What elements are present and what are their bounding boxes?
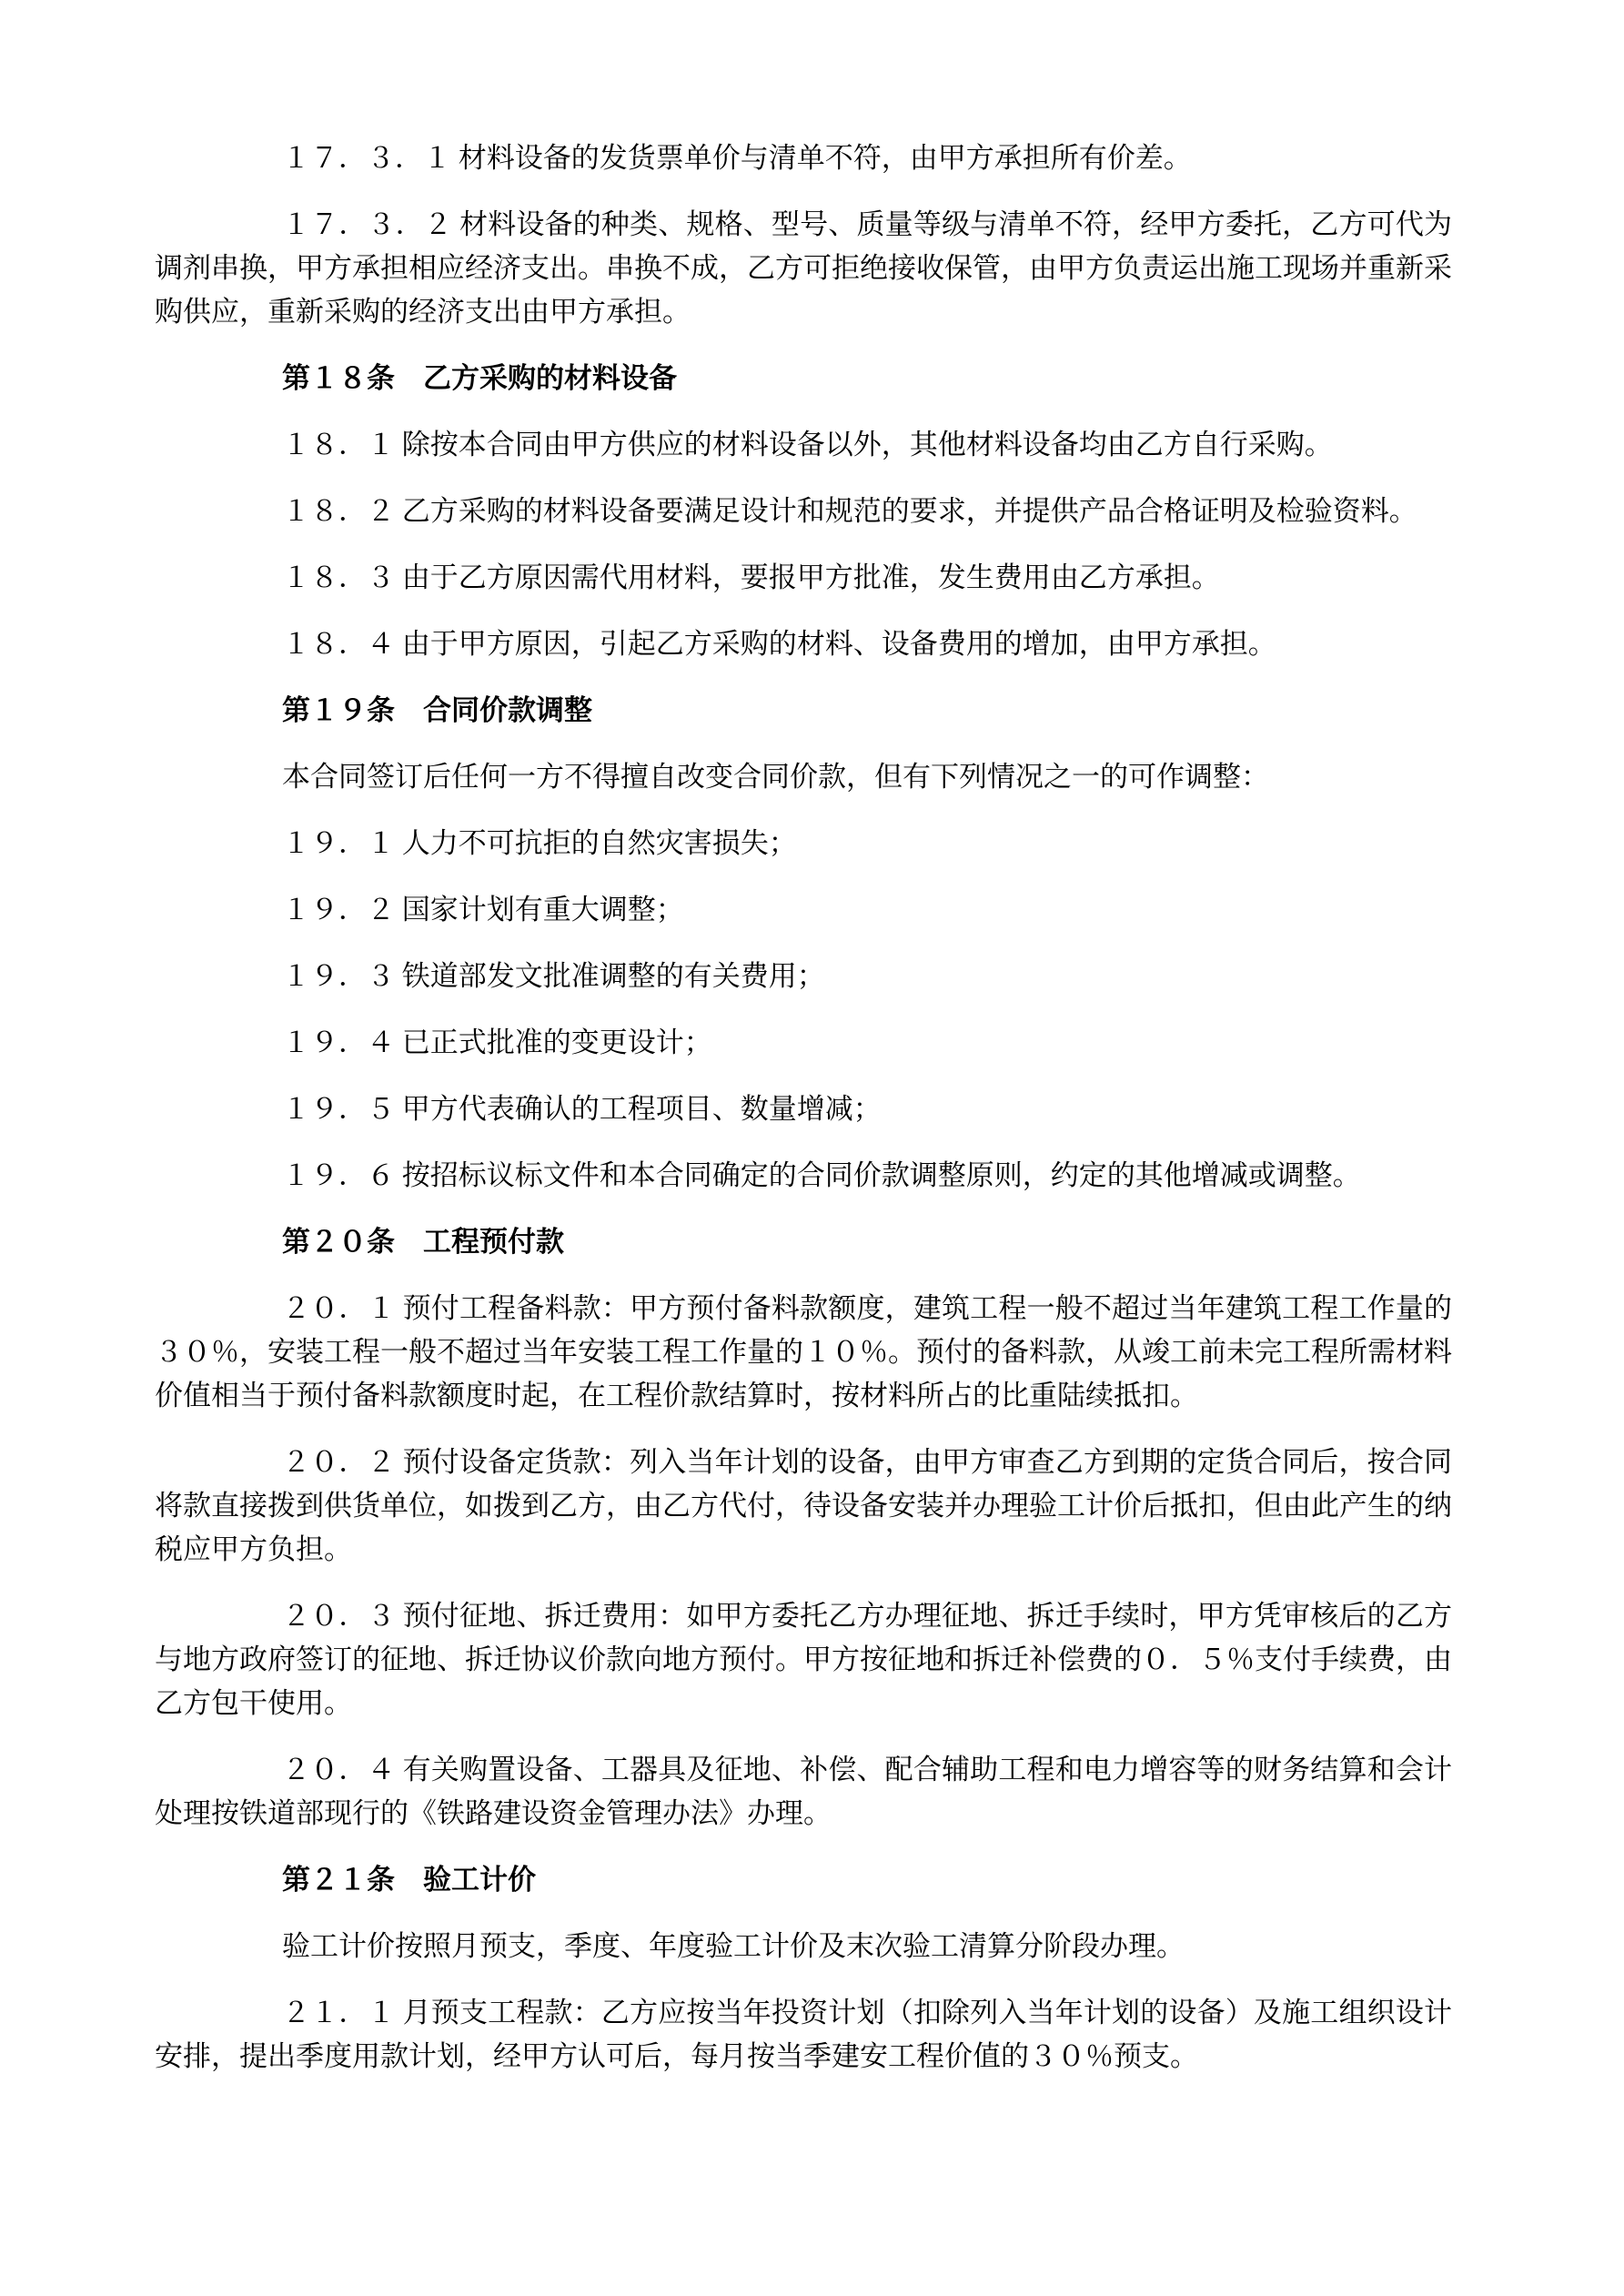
clause-17-3-2: １７．３．２ 材料设备的种类、规格、型号、质量等级与清单不符，经甲方委托，乙方可代为调剂串换，甲方承担相应经济支出。串换不成，乙方可拒绝接收保管，由甲方负责运出施工现场并重新采购供应，重新采购的经济支出由甲方承担。 <box>155 208 1452 328</box>
clause-20-1: ２０．１ 预付工程备料款：甲方预付备料款额度，建筑工程一般不超过当年建筑工程工作量的３０％，安装工程一般不超过当年安装工程工作量的１０％。预付的备料款，从竣工前未完工程所需材料价值相当于预付备料款额度时起，在工程价款结算时，按材料所占的比重陆续抵扣。 <box>155 1292 1452 1411</box>
clause-18-3: １８．３ 由于乙方原因需代用材料，要报甲方批准，发生费用由乙方承担。 <box>282 561 1220 593</box>
clause-19-5: １９．５ 甲方代表确认的工程项目、数量增减； <box>282 1093 882 1125</box>
section-heading-20: 第２０条 工程预付款 <box>282 1226 564 1258</box>
clause-19-4: １９．４ 已正式批准的变更设计； <box>282 1027 712 1058</box>
clause-21-1: ２１．１ 月预支工程款：乙方应按当年投资计划（扣除列入当年计划的设备）及施工组织设计安排，提出季度用款计划，经甲方认可后，每月按当季建安工程价值的３０％预支。 <box>155 1997 1452 2072</box>
clause-18-4: １８．４ 由于甲方原因，引起乙方采购的材料、设备费用的增加，由甲方承担。 <box>282 628 1276 660</box>
clause-20-4: ２０．４ 有关购置设备、工器具及征地、补偿、配合辅助工程和电力增容等的财务结算和会计处理按铁道部现行的《铁路建设资金管理办法》办理。 <box>155 1754 1452 1829</box>
section-heading-21: 第２１条 验工计价 <box>282 1864 536 1896</box>
clause-19-intro: 本合同签订后任何一方不得擅自改变合同价款，但有下列情况之一的可作调整： <box>282 761 1269 793</box>
section-heading-19: 第１９条 合同价款调整 <box>282 694 592 726</box>
clause-19-3: １９．３ 铁道部发文批准调整的有关费用； <box>282 960 825 992</box>
clause-20-3: ２０．３ 预付征地、拆迁费用：如甲方委托乙方办理征地、拆迁手续时，甲方凭审核后的乙方与地方政府签订的征地、拆迁协议价款向地方预付。甲方按征地和拆迁补偿费的０．５％支付手续费，由乙方包干使用。 <box>155 1600 1452 1719</box>
section-heading-18: 第１８条 乙方采购的材料设备 <box>282 362 677 394</box>
clause-21-intro: 验工计价按照月预支，季度、年度验工计价及末次验工清算分阶段办理。 <box>282 1930 1185 1962</box>
clause-19-2: １９．２ 国家计划有重大调整； <box>282 894 684 925</box>
clause-18-2: １８．２ 乙方采购的材料设备要满足设计和规范的要求，并提供产品合格证明及检验资料。 <box>282 495 1417 527</box>
clause-19-1: １９．１ 人力不可抗拒的自然灾害损失； <box>282 827 797 859</box>
clause-18-1: １８．１ 除按本合同由甲方供应的材料设备以外，其他材料设备均由乙方自行采购。 <box>282 429 1333 460</box>
clause-19-6: １９．６ 按招标议标文件和本合同确定的合同价款调整原则，约定的其他增减或调整。 <box>282 1159 1361 1191</box>
clause-20-2: ２０．２ 预付设备定货款：列入当年计划的设备，由甲方审查乙方到期的定货合同后，按合同将款直接拨到供货单位，如拨到乙方，由乙方代付，待设备安装并办理验工计价后抵扣，但由此产生的纳税应甲方负担。 <box>155 1446 1452 1565</box>
clause-17-3-1: １７．３．１ 材料设备的发货票单价与清单不符，由甲方承担所有价差。 <box>282 142 1192 174</box>
